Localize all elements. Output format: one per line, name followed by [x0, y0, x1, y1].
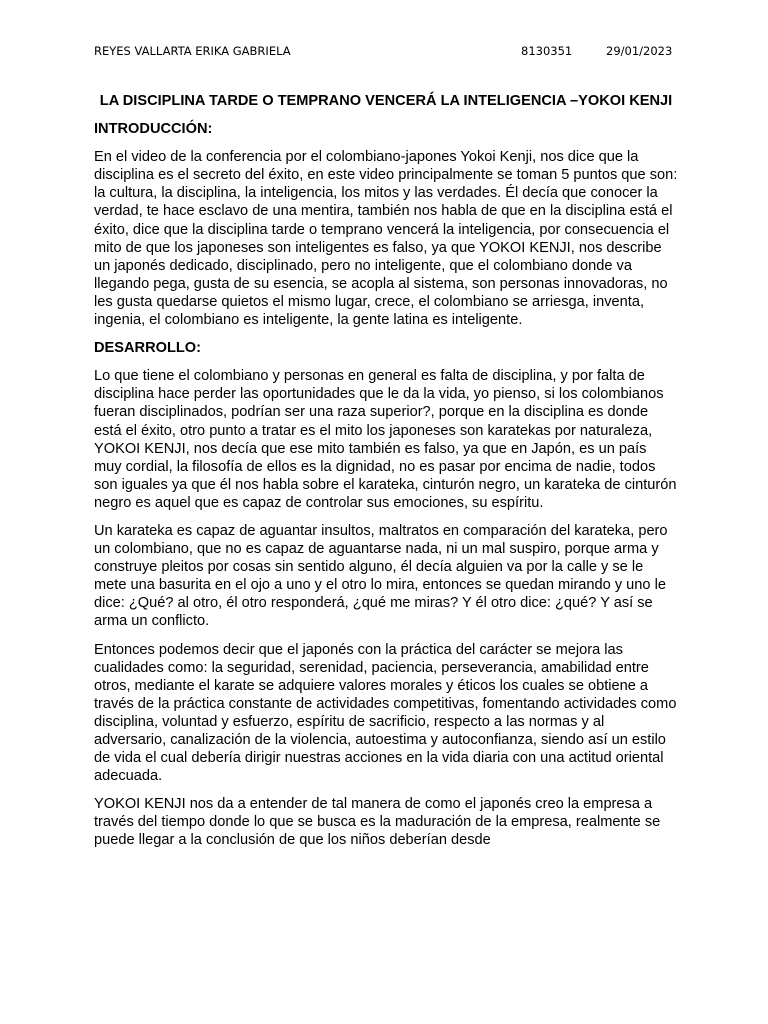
- development-paragraph: YOKOI KENJI nos da a entender de tal manera de como el japonés creo la empresa a través del tiempo donde lo que se busca es la maduración de la empresa, realmente se puede llegar a la conclusión de que los niños deberían desde: [94, 796, 661, 849]
- intro-heading: INTRODUCCIÓN:: [94, 121, 213, 138]
- document-body: [94, 92, 678, 860]
- development-paragraph: Entonces podemos decir que el japonés con la práctica del carácter se mejora las cualidades como: la seguridad, serenidad, paciencia, perseverancia, amabilidad entre otros, mediante el karate se adquiere valores morales y éticos los cuales se obtiene a través de la práctica constante de actividades competitivas, fomentando actividades como disciplina, voluntad y esfuerzo, espíritu de sacrificio, respecto a las normas y al adversario, canalización de la violencia, autoestima y autoconfianza, siendo así un estilo de vida el cual debería dirigir nuestras acciones en la vida diaria con una actitud oriental adecuada.: [94, 641, 677, 785]
- development-paragraph: Un karateka es capaz de aguantar insultos, maltratos en comparación del karateka, pero un colombiano, que no es capaz de aguantarse nada, ni un mal suspiro, porque arma y construye pleitos por cosas sin sentido alguno, él decía alguien va por la calle y se le mete una basurita en el ojo a uno y el otro lo mira, entonces se quedan mirando y uno le dice: ¿Qué? al otro, él otro responderá, ¿qué me miras? Y él otro dice: ¿qué? Y así se arma un conflicto.: [94, 522, 668, 630]
- intro-paragraph: En el video de la conferencia por el colombiano-japones Yokoi Kenji, nos dice que la disciplina es el secreto del éxito, en este video principalmente se toman 5 puntos que son: la cultura, la disciplina, la inteligencia, los mitos y las verdades. Él decía que conocer la verdad, te hace esclavo de una mentira, también nos habla de que en la disciplina está el éxito, dice que la disciplina tarde o temprano vencerá la inteligencia, por consecuencia el mito de que los japoneses son inteligentes es falso, ya que YOKOI KENJI, nos describe un japonés dedicado, disciplinado, pero no inteligente, que el colombiano donde va llegando pega, gusta de su esencia, se acopla al sistema, son personas innovadoras, no les gusta quedarse quietos el mismo lugar, crece, el colombiano se arriesga, inventa, ingenia, el colombiano es inteligente, la gente latina es inteligente.: [94, 149, 678, 329]
- development-paragraph: Lo que tiene el colombiano y personas en general es falta de disciplina, y por falta de disciplina hace perder las oportunidades que le da la vida, yo pienso, si los colombianos fueran disciplinados, podrían ser una raza superior?, porque en la disciplina es donde está el éxito, otro punto a tratar es el mito los japoneses son karatekas por naturaleza, YOKOI KENJI, nos decía que ese mito también es falso, ya que en Japón, es un país muy cordial, la filosofía de ellos es la dignidad, no es pasar por encima de nadie, todos son iguales ya que él nos habla sobre el karateka, cinturón negro, un karateka de cinturón negro es aquel que es capaz de controlar sus emociones, su espíritu.: [94, 368, 677, 511]
- student-id: 8130351: [521, 44, 573, 58]
- document-title: LA DISCIPLINA TARDE O TEMPRANO VENCERÁ LA INTELIGENCIA –YOKOI KENJI: [99, 93, 673, 109]
- document-date: 29/01/2023: [606, 44, 673, 58]
- development-heading: DESARROLLO:: [94, 340, 202, 357]
- author-name: REYES VALLARTA ERIKA GABRIELA: [94, 44, 291, 58]
